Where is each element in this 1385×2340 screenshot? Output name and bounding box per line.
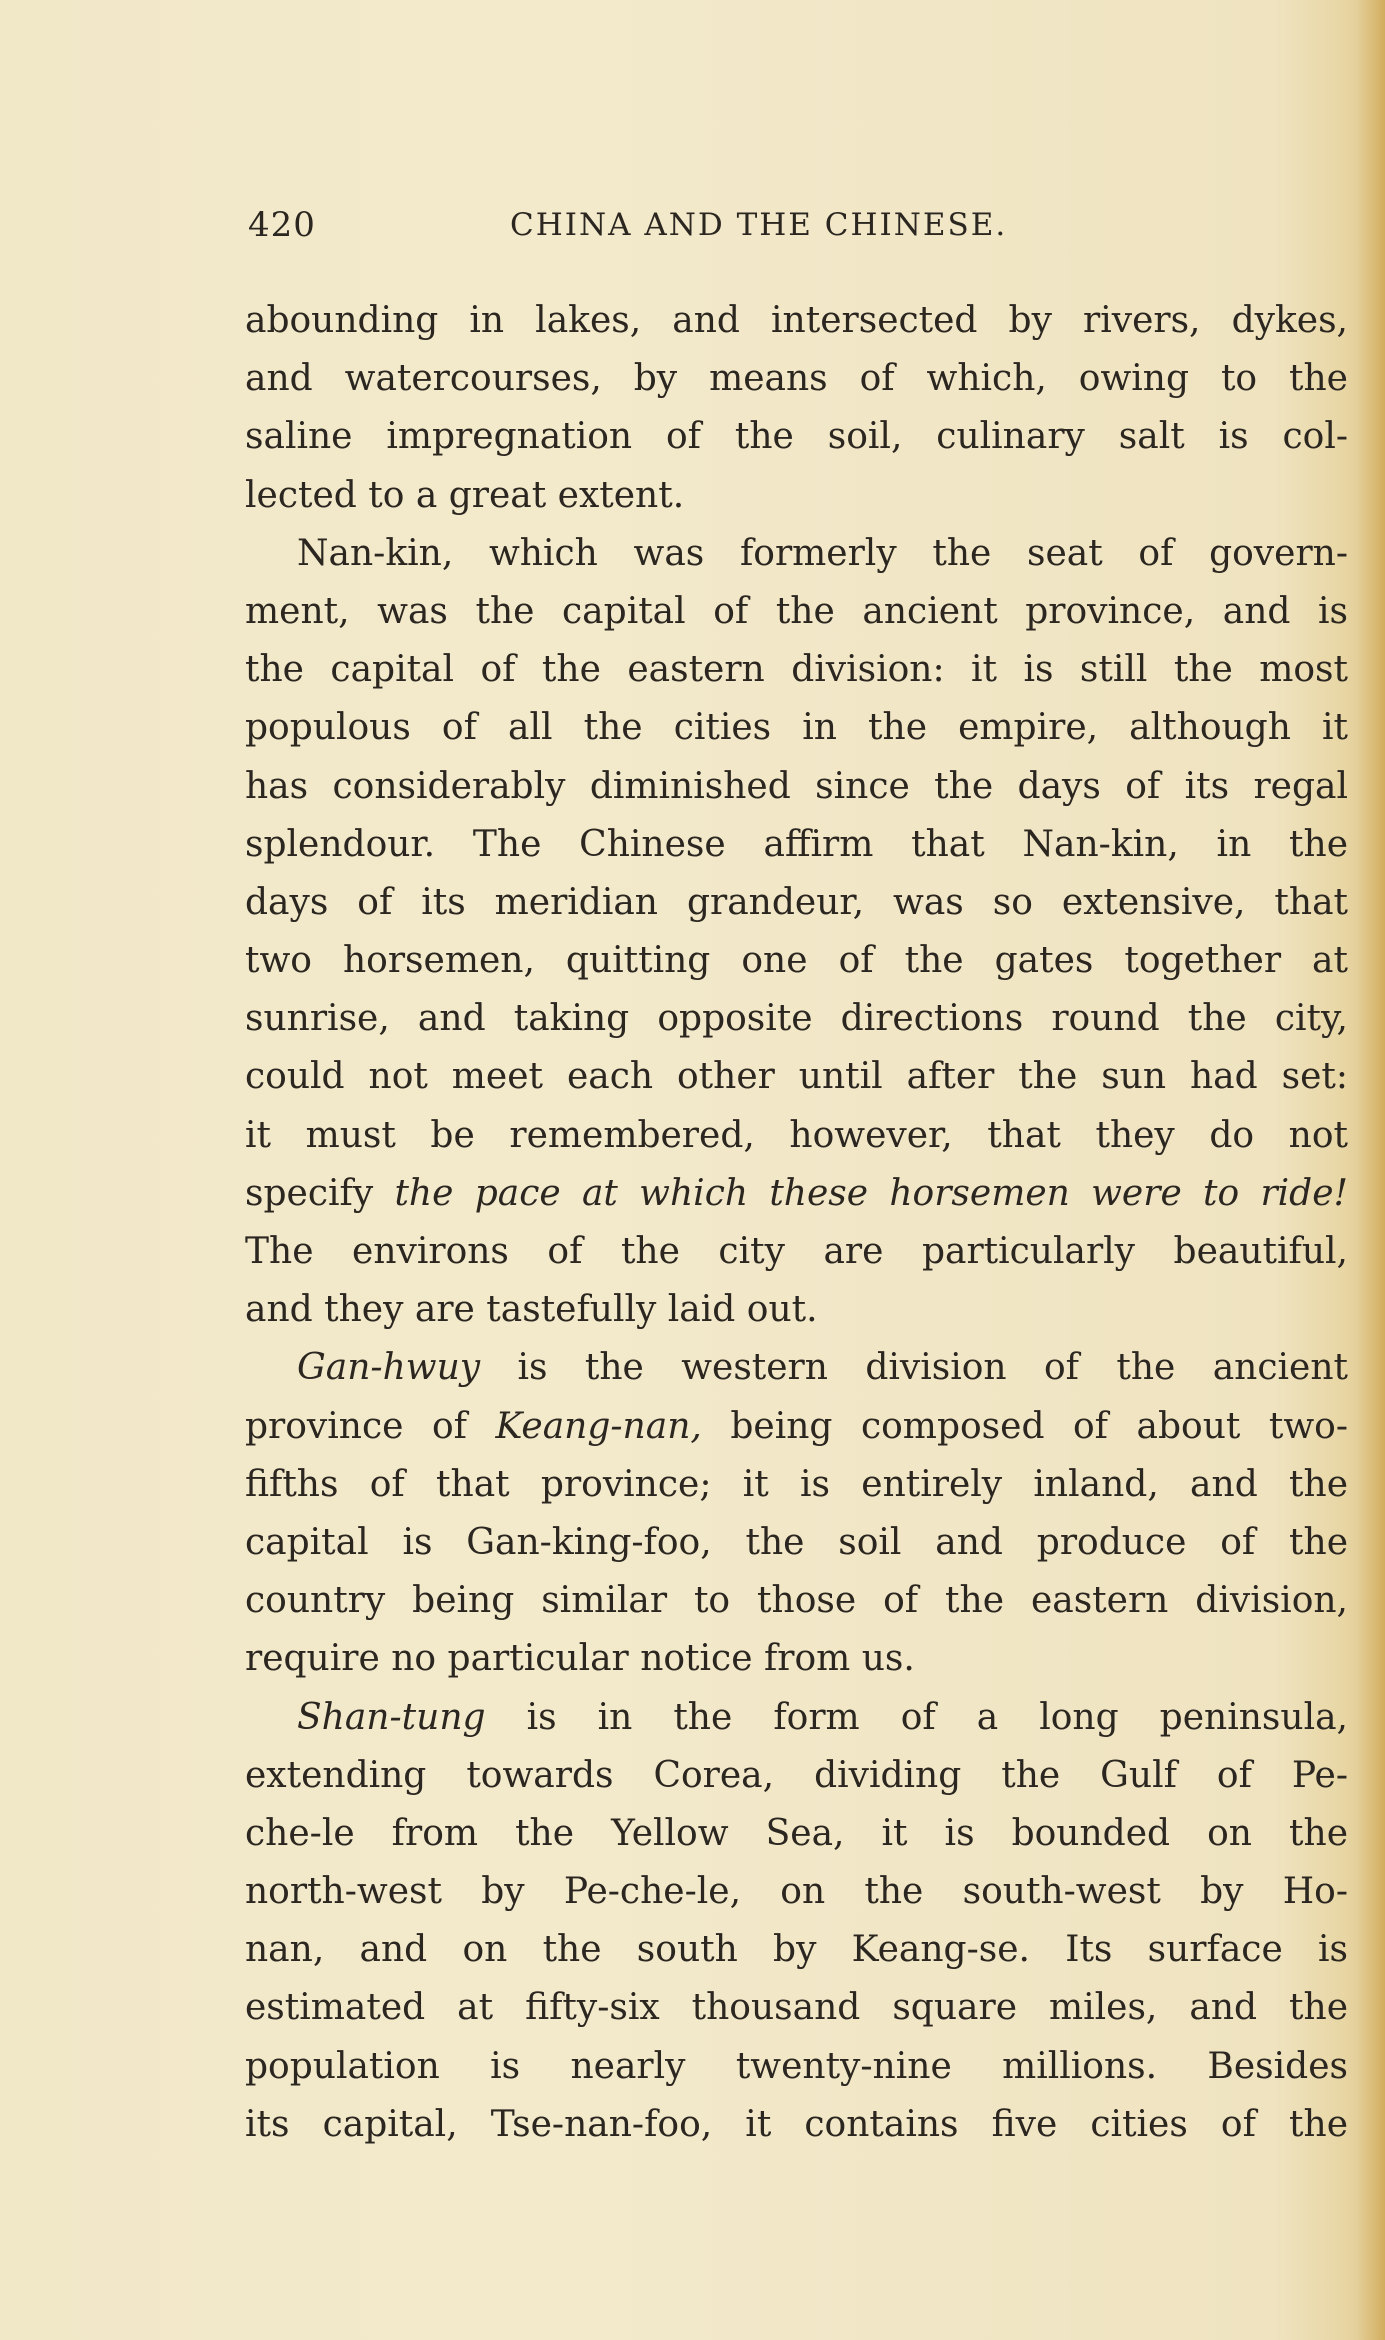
- body-text: [245, 292, 1348, 2154]
- text-line: lected to a great extent.: [245, 474, 685, 516]
- text-line: has considerably diminished since the days of its regal: [245, 765, 1348, 807]
- text-line: [245, 1165, 1348, 1223]
- text-line: two horsemen, quitting one of the gates together at: [245, 940, 1348, 982]
- text-segment: being composed of about two-: [701, 1405, 1348, 1447]
- text-line: north-west by Pe-che-le, on the south-west by Ho-: [245, 1871, 1348, 1913]
- italic-phrase: Keang-nan,: [495, 1405, 702, 1447]
- text-segment: is the western division of the ancient: [480, 1347, 1348, 1389]
- text-line: ment, was the capital of the ancient province, and is: [245, 590, 1348, 632]
- page-number: 420: [248, 205, 316, 245]
- text-line: its capital, Tse-nan-foo, it contains five cities of the: [245, 2103, 1348, 2145]
- text-line: che-le from the Yellow Sea, it is bounded on the: [245, 1812, 1348, 1854]
- italic-phrase: the pace at which these horsemen were to ride!: [394, 1172, 1348, 1214]
- text-line: saline impregnation of the soil, culinary salt is col-: [245, 416, 1348, 458]
- text-line: nan, and on the south by Keang-se. Its surface is: [245, 1929, 1348, 1971]
- text-line: it must be remembered, however, that they do not: [245, 1114, 1348, 1156]
- text-line: days of its meridian grandeur, was so extensive, that: [245, 881, 1348, 923]
- text-line: fifths of that province; it is entirely inland, and the: [245, 1463, 1348, 1505]
- text-line: require no particular notice from us.: [245, 1638, 915, 1680]
- page-edge-shadow: [1357, 0, 1385, 2340]
- running-title: CHINA AND THE CHINESE.: [510, 207, 1008, 243]
- text-line: [245, 1339, 1348, 1397]
- text-segment: province of: [245, 1405, 496, 1447]
- text-line: Nan-kin, which was formerly the seat of govern-: [297, 532, 1348, 574]
- text-line: populous of all the cities in the empire, although it: [245, 707, 1348, 749]
- text-line: splendour. The Chinese affirm that Nan-kin, in the: [245, 823, 1348, 865]
- text-line: and watercourses, by means of which, owing to the: [245, 358, 1348, 400]
- text-segment: specify: [245, 1172, 395, 1214]
- text-line: country being similar to those of the eastern division,: [245, 1580, 1348, 1622]
- text-line: the capital of the eastern division: it is still the most: [245, 649, 1348, 691]
- text-line: and they are tastefully laid out.: [245, 1289, 818, 1331]
- text-line: extending towards Corea, dividing the Gulf of Pe-: [245, 1754, 1348, 1796]
- text-line: [245, 1689, 1348, 1747]
- text-line: The environs of the city are particularly beautiful,: [245, 1231, 1348, 1272]
- text-line: abounding in lakes, and intersected by rivers, dykes,: [245, 300, 1348, 341]
- text-line: capital is Gan-king-foo, the soil and produce of the: [245, 1521, 1348, 1563]
- italic-phrase: Shan-tung: [297, 1696, 486, 1738]
- text-line: sunrise, and taking opposite directions round the city,: [245, 998, 1348, 1040]
- italic-phrase: Gan-hwuy: [297, 1347, 481, 1389]
- page-header: [248, 205, 1098, 255]
- text-line: [245, 1398, 1348, 1456]
- text-segment: is in the form of a long peninsula,: [485, 1696, 1348, 1738]
- text-line: estimated at fifty-six thousand square miles, and the: [245, 1987, 1348, 2029]
- text-line: population is nearly twenty-nine millions. Besides: [245, 2045, 1348, 2087]
- text-line: could not meet each other until after the sun had set:: [245, 1056, 1348, 1098]
